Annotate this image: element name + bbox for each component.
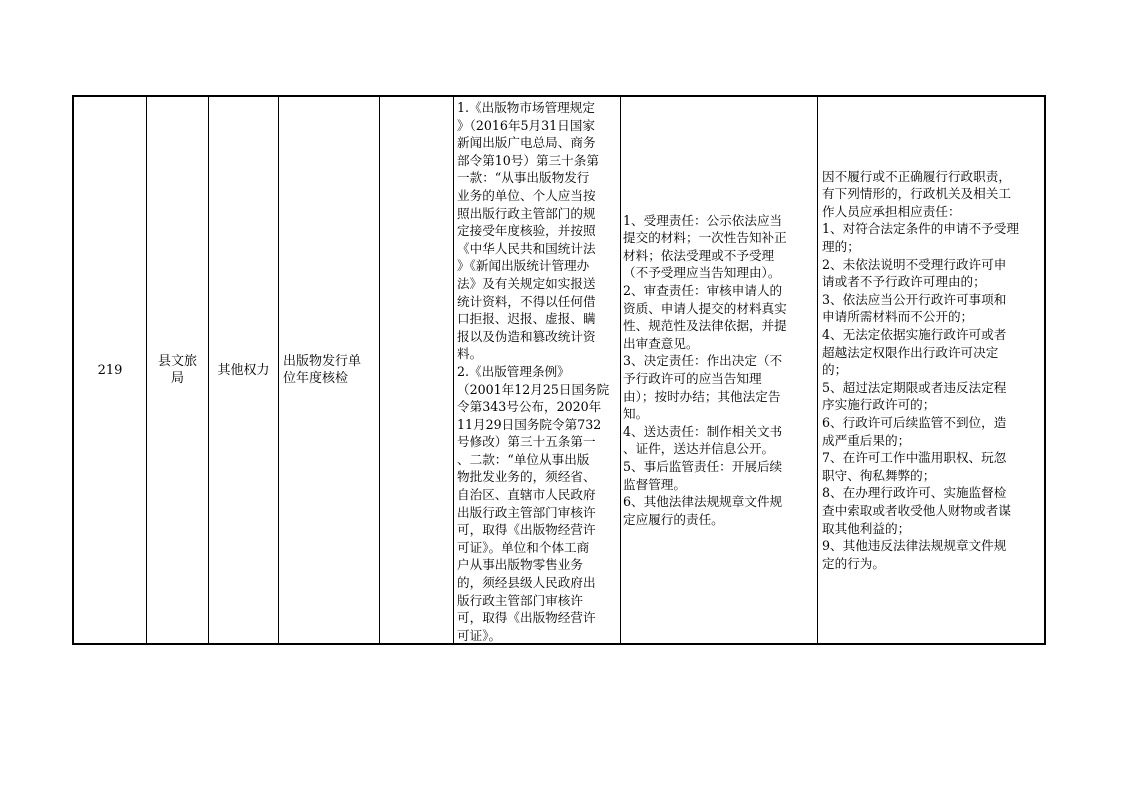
legal-basis-line: 、二款：“单位从事出版 <box>457 451 590 467</box>
legal-basis-line: 11月29日国务院令第732 <box>457 416 602 432</box>
legal-basis-text <box>457 99 618 643</box>
legal-basis-line: 部令第10号）第三十条第 <box>457 152 599 168</box>
legal-basis-line: 料。 <box>457 346 483 362</box>
liability-line: 申请所需材料而不公开的； <box>822 309 974 325</box>
legal-basis-line: 照出版行政主管部门的规 <box>457 205 596 221</box>
liability-line: 8、在办理行政许可、实施监督检 <box>822 485 1007 501</box>
liability-line: 1、对符合法定条件的申请不予受理 <box>822 221 1019 237</box>
legal-basis-line: 口拒报、迟报、虚报、瞒 <box>457 311 596 327</box>
department-line: 局 <box>170 371 184 386</box>
liability-line: 职守、徇私舞弊的； <box>822 467 936 483</box>
responsibility-line: 监督管理。 <box>623 476 686 492</box>
responsibility-line: 5、事后监管责任：开展后续 <box>623 458 783 474</box>
legal-basis-line: 1.《出版物市场管理规定 <box>457 100 595 115</box>
legal-basis-line: 新闻出版广电总局、商务 <box>457 135 596 151</box>
legal-basis-line: 定接受年度核验，并按照 <box>457 223 596 239</box>
liability-line: 查中索取或者收受他人财物或者谋 <box>822 502 1011 518</box>
liability-line: 超越法定权限作出行政许可决定 <box>822 344 999 360</box>
liability-text <box>822 168 1019 573</box>
responsibility-line: 出审查意见。 <box>623 335 699 351</box>
responsibility-line: 提交的材料；一次性告知补正 <box>623 230 787 246</box>
liability-line: 请或者不予行政许可理由的； <box>822 274 986 290</box>
liability-line: 的； <box>822 362 848 378</box>
liability-line: 4、无法定依据实施行政许可或者 <box>822 327 1007 343</box>
responsibility-line: （不予受理应当告知理由）。 <box>623 265 781 281</box>
legal-basis-line: 报以及伪造和篡改统计资 <box>457 328 596 344</box>
responsibilities-text <box>623 212 787 529</box>
legal-basis-line: 版行政主管部门审核许 <box>457 592 583 608</box>
legal-basis-line: 可证》。单位和个体工商 <box>457 539 590 555</box>
legal-basis-line: 可，取得《出版物经营许 <box>457 610 596 626</box>
item-name <box>283 353 361 387</box>
legal-basis-line: 自治区、直辖市人民政府 <box>457 487 596 503</box>
liability-line: 6、行政许可后续监管不到位，造 <box>822 414 1007 430</box>
item-name-cell <box>279 97 379 643</box>
responsibility-line: 性、规范性及法律依据，并提 <box>623 318 787 334</box>
legal-basis-line: 《中华人民共和国统计法 <box>457 240 596 256</box>
legal-basis-line: 》（2016年5月31日国家 <box>457 117 595 133</box>
liability-line: 取其他利益的； <box>822 520 911 536</box>
liability-line: 定的行为。 <box>822 555 885 571</box>
legal-basis-cell <box>454 97 620 643</box>
responsibility-line: 予行政许可的应当告知理 <box>623 371 762 386</box>
legal-basis-line: 号修改）第三十五条第一 <box>457 434 596 450</box>
liability-line: 作人员应承担相应责任： <box>822 203 961 219</box>
liability-line: 有下列情形的，行政机关及相关工 <box>822 186 1011 202</box>
legal-basis-line: 出版行政主管部门审核许 <box>457 504 596 520</box>
responsibility-line: 4、送达责任：制作相关文书 <box>623 423 783 439</box>
department-line: 县文旅 <box>157 354 197 369</box>
liability-line: 序实施行政许可的； <box>822 397 936 413</box>
legal-basis-line: 一款：“从事出版物发行 <box>457 170 590 186</box>
responsibilities-cell <box>621 97 817 643</box>
authority-table-row <box>72 95 1046 645</box>
responsibility-line: 知。 <box>623 406 649 422</box>
liability-line: 理的； <box>822 239 860 255</box>
power-type-cell <box>209 97 278 643</box>
item-name-line: 位年度核检 <box>283 371 349 386</box>
liability-line: 9、其他违反法律法规规章文件规 <box>822 538 1007 554</box>
responsibility-line: 6、其他法律法规规章文件规 <box>623 494 783 510</box>
legal-basis-line: 可，取得《出版物经营许 <box>457 522 596 538</box>
responsibility-line: 材料；依法受理或不予受理 <box>623 247 775 263</box>
liability-cell <box>818 97 1044 643</box>
row-number-cell <box>74 97 146 643</box>
responsibility-line: 资质、申请人提交的材料真实 <box>623 300 787 316</box>
responsibility-line: 2、审查责任：审核申请人的 <box>623 283 783 299</box>
legal-basis-line: 2.《出版管理条例》 <box>457 363 570 379</box>
responsibility-line: 、证件，送达并信息公开。 <box>623 441 775 457</box>
legal-basis-line: 可证》。 <box>457 627 502 643</box>
liability-line: 2、未依法说明不受理行政许可申 <box>822 256 1007 272</box>
legal-basis-line: 的，须经县级人民政府出 <box>457 575 596 591</box>
responsibility-line: 由）；按时办结；其他法定告 <box>623 388 781 404</box>
department-cell <box>147 97 208 643</box>
liability-line: 3、依法应当公开行政许可事项和 <box>822 291 1007 307</box>
liability-line: 成严重后果的； <box>822 432 911 448</box>
responsibility-line: 定应履行的责任。 <box>623 511 724 527</box>
row-number: 219 <box>97 362 123 378</box>
legal-basis-line: 法》及有关规定如实报送 <box>457 275 596 291</box>
department-name <box>158 353 197 387</box>
legal-basis-line: 业务的单位、个人应当按 <box>457 187 596 203</box>
liability-line: 5、超过法定期限或者违反法定程 <box>822 379 1007 395</box>
legal-basis-line: 统计资料，不得以任何借 <box>457 293 596 309</box>
sub-item-cell <box>380 97 453 643</box>
power-type: 其他权力 <box>217 362 270 378</box>
legal-basis-line: 》《新闻出版统计管理办 <box>457 258 590 274</box>
liability-line: 7、在许可工作中滥用职权、玩忽 <box>822 450 1007 466</box>
legal-basis-line: （2001年12月25日国务院 <box>457 381 610 397</box>
legal-basis-line: 物批发业务的，须经省、 <box>457 469 596 485</box>
legal-basis-line: 令第343号公布，2020年 <box>457 399 602 415</box>
liability-line: 因不履行或不正确履行行政职责， <box>822 168 1011 184</box>
legal-basis-line: 户从事出版物零售业务 <box>457 557 583 573</box>
item-name-line: 出版物发行单 <box>283 354 362 369</box>
responsibility-line: 3、决定责任：作出决定（不 <box>623 353 783 369</box>
responsibility-line: 1、受理责任：公示依法应当 <box>623 212 783 228</box>
